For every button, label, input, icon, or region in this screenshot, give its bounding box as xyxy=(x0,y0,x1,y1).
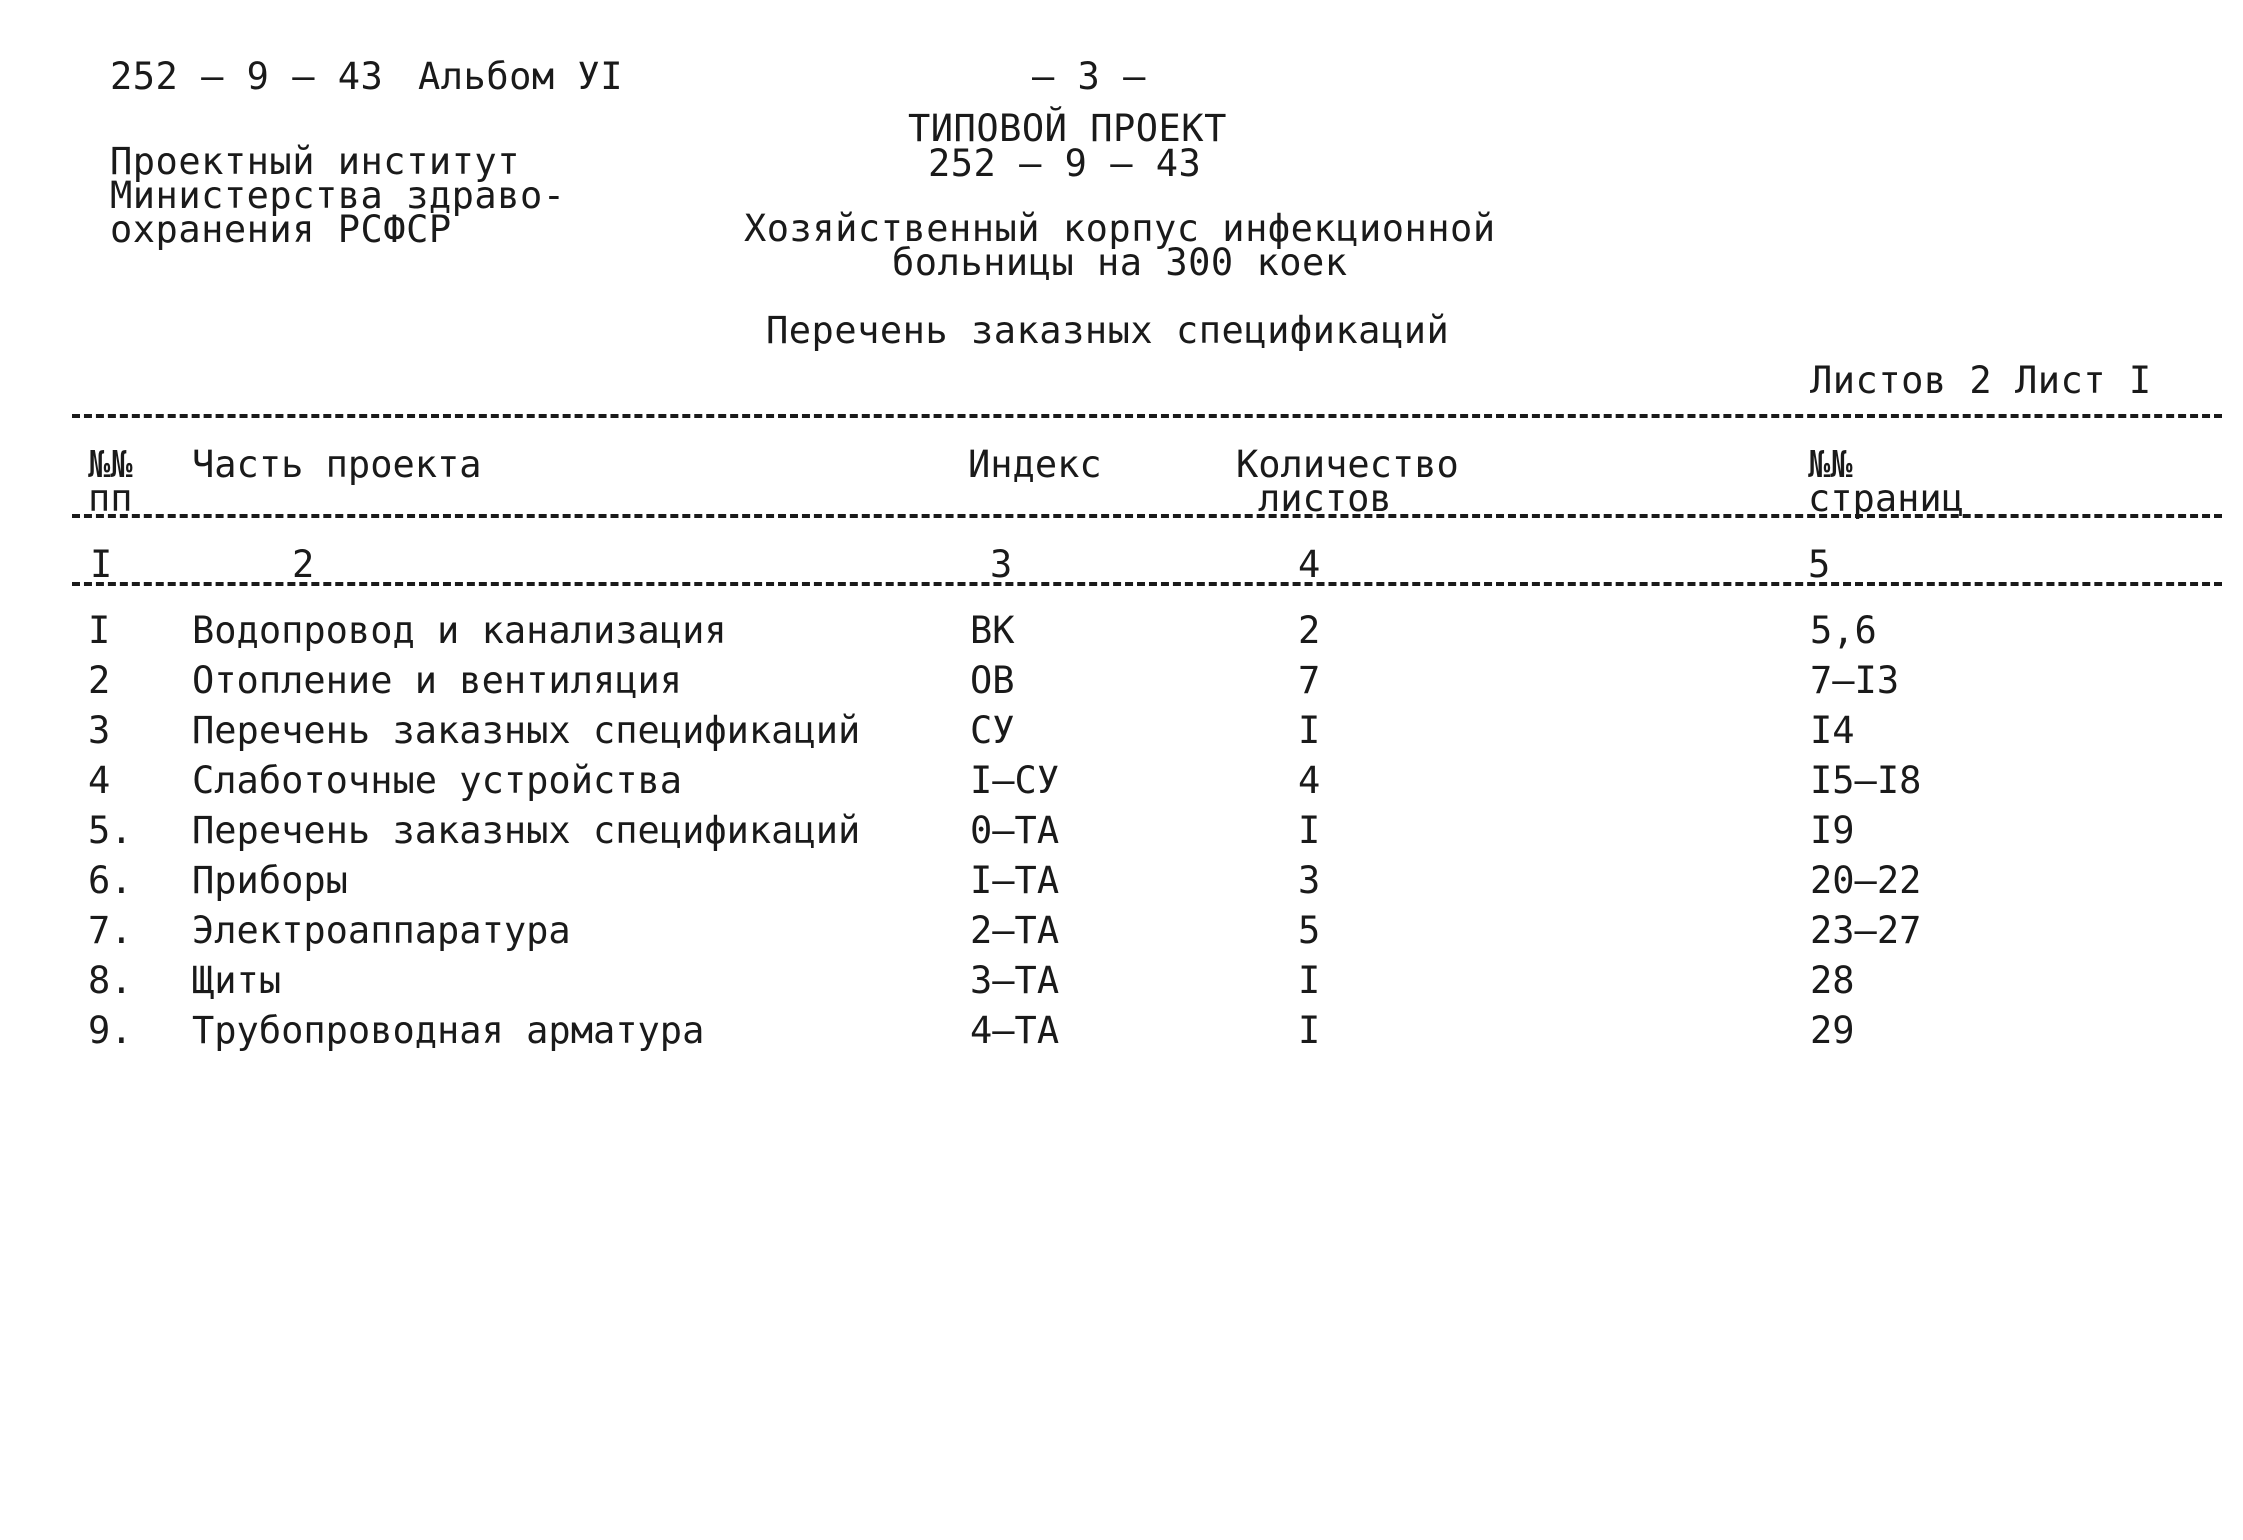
row-code: СУ xyxy=(970,709,1015,752)
row-number: 8. xyxy=(88,959,133,1002)
row-sheets: 3 xyxy=(1298,859,1321,902)
institute-line: охранения РСФСР xyxy=(110,208,452,251)
row-part: Щиты xyxy=(192,959,282,1002)
row-pages: I4 xyxy=(1810,709,1855,752)
row-number: 6. xyxy=(88,859,133,902)
row-part: Водопровод и канализация xyxy=(192,609,727,652)
header-sheets-line1: Количество xyxy=(1236,443,1459,486)
project-title-line: Хозяйственный корпус инфекционной xyxy=(744,207,1496,250)
header-index-line1: №№ xyxy=(88,443,133,486)
row-number: 2 xyxy=(88,659,111,702)
row-part: Электроаппаратура xyxy=(192,909,571,952)
column-number: 2 xyxy=(292,543,315,586)
header-code: Индекс xyxy=(968,443,1102,486)
document-code: 252 – 9 – 43 xyxy=(110,55,384,98)
header-index-line2: пп xyxy=(88,477,133,520)
column-numbers-rule xyxy=(72,582,2222,586)
row-number: 4 xyxy=(88,759,111,802)
row-pages: 28 xyxy=(1810,959,1855,1002)
row-pages: 20–22 xyxy=(1810,859,1922,902)
row-pages: 5,6 xyxy=(1810,609,1877,652)
row-sheets: I xyxy=(1298,959,1321,1002)
row-code: 0–ТА xyxy=(970,809,1060,852)
column-number: 4 xyxy=(1298,543,1321,586)
row-sheets: 7 xyxy=(1298,659,1321,702)
row-sheets: I xyxy=(1298,1009,1321,1052)
header-sheets-line2: листов xyxy=(1258,477,1392,520)
album-label: Альбом УI xyxy=(418,55,623,98)
row-number: 3 xyxy=(88,709,111,752)
column-number: I xyxy=(90,543,113,586)
row-pages: I5–I8 xyxy=(1810,759,1922,802)
row-code: ВК xyxy=(970,609,1015,652)
sheets-info: Листов 2 Лист I xyxy=(1810,359,2152,402)
list-title: Перечень заказных спецификаций xyxy=(766,309,1450,352)
institute-line: Министерства здраво- xyxy=(110,174,566,217)
column-number: 3 xyxy=(990,543,1013,586)
header-part: Часть проекта xyxy=(192,443,482,486)
institute-name xyxy=(110,140,566,251)
row-pages: 7–I3 xyxy=(1810,659,1900,702)
row-pages: 23–27 xyxy=(1810,909,1922,952)
table-top-rule xyxy=(72,414,2222,418)
row-sheets: 4 xyxy=(1298,759,1321,802)
row-number: 7. xyxy=(88,909,133,952)
row-pages: I9 xyxy=(1810,809,1855,852)
header-pages-line1: №№ xyxy=(1808,443,1853,486)
project-code: 252 – 9 – 43 xyxy=(928,142,1202,185)
row-sheets: I xyxy=(1298,709,1321,752)
row-sheets: 5 xyxy=(1298,909,1321,952)
row-number: 5. xyxy=(88,809,133,852)
page-number: – 3 – xyxy=(1032,55,1146,98)
row-part: Перечень заказных спецификаций xyxy=(192,809,861,852)
row-sheets: I xyxy=(1298,809,1321,852)
row-part: Слаботочные устройства xyxy=(192,759,683,802)
row-code: 4–ТА xyxy=(970,1009,1060,1052)
institute-line: Проектный институт xyxy=(110,140,520,183)
row-part: Трубопроводная арматура xyxy=(192,1009,705,1052)
row-number: 9. xyxy=(88,1009,133,1052)
row-code: I–СУ xyxy=(970,759,1060,802)
row-part: Отопление и вентиляция xyxy=(192,659,683,702)
row-code: 2–ТА xyxy=(970,909,1060,952)
project-type: ТИПОВОЙ ПРОЕКТ xyxy=(908,107,1227,150)
row-sheets: 2 xyxy=(1298,609,1321,652)
row-code: 3–ТА xyxy=(970,959,1060,1002)
row-number: I xyxy=(88,609,111,652)
row-code: I–ТА xyxy=(970,859,1060,902)
project-title-line: больницы на 300 коек xyxy=(892,241,1348,284)
project-title xyxy=(744,207,1496,284)
row-pages: 29 xyxy=(1810,1009,1855,1052)
column-number: 5 xyxy=(1808,543,1831,586)
row-code: ОВ xyxy=(970,659,1015,702)
header-pages-line2: страниц xyxy=(1808,477,1964,520)
row-part: Перечень заказных спецификаций xyxy=(192,709,861,752)
row-part: Приборы xyxy=(192,859,348,902)
